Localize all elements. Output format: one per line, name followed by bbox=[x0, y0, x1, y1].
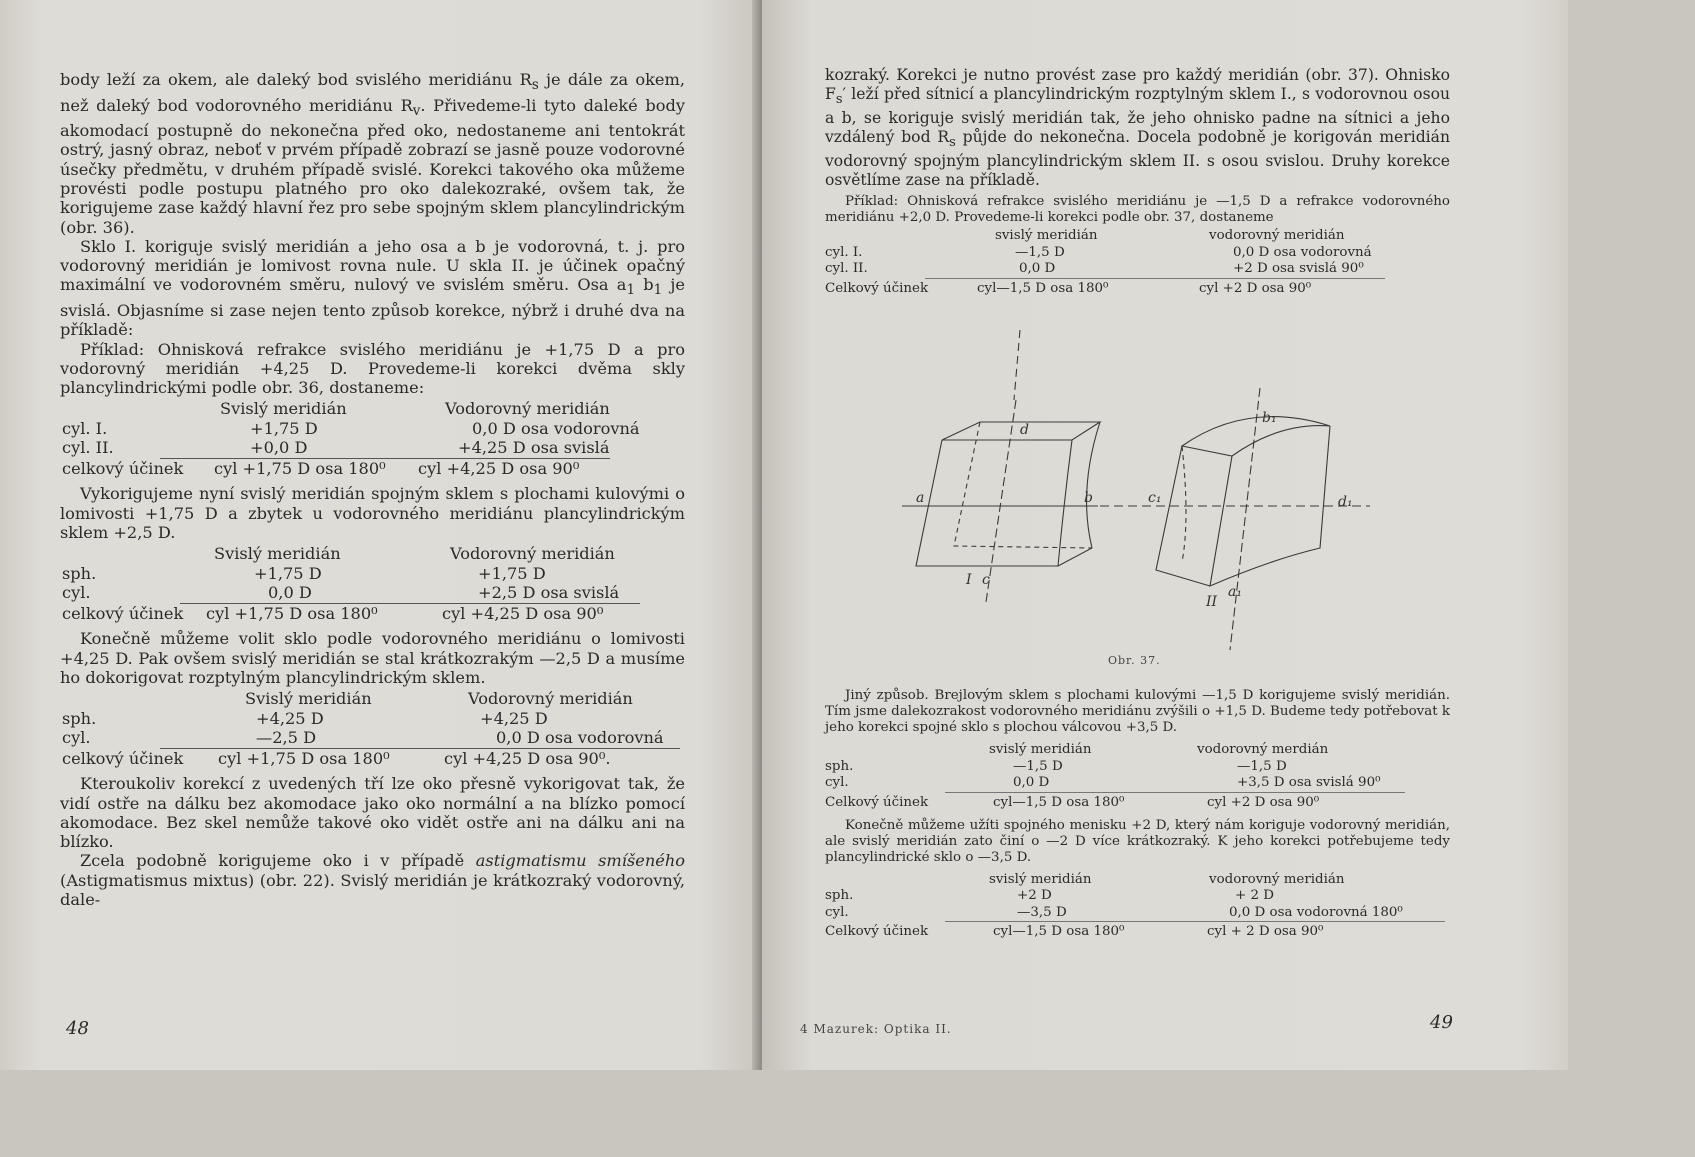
axis-cd-upper bbox=[1014, 330, 1020, 400]
label-I: I bbox=[966, 572, 972, 588]
left-paragraph-4: Vykorigujeme nyní svislý meridián spojným sklem s plochami kulovými o lomivosti +1,75 D a zbytek u vodorovného meridiánu plancylindrickým sklem +2,5 D. bbox=[60, 484, 685, 543]
right-page-text bbox=[825, 66, 1450, 304]
table-row: cyl. —2,5 D 0,0 D osa vodorovná bbox=[62, 728, 664, 748]
table-row: sph. +4,25 D +4,25 D bbox=[62, 708, 548, 728]
left-table-3 bbox=[60, 689, 685, 768]
table-total-row: celkový účinek cyl +1,75 D osa 180⁰ cyl +4,25 D osa 90⁰. bbox=[62, 748, 611, 768]
table-total-row: celkový účinek cyl +1,75 D osa 180⁰ cyl +4,25 D osa 90⁰ bbox=[62, 603, 604, 623]
label-b1: b₁ bbox=[1262, 410, 1277, 426]
axis-a1b1 bbox=[1230, 388, 1260, 650]
table-total-row: Celkový účinek cyl—1,5 D osa 180⁰ cyl +2 D osa 90⁰ bbox=[825, 280, 1312, 296]
right-table-1 bbox=[825, 228, 1450, 298]
table-row: cyl. —3,5 D 0,0 D osa vodorovná 180⁰ bbox=[825, 904, 1403, 920]
left-table-1 bbox=[60, 399, 685, 478]
lens-2-side bbox=[1156, 446, 1210, 586]
left-page-text bbox=[60, 70, 685, 909]
table-total-row: Celkový účinek cyl—1,5 D osa 180⁰ cyl +2 D osa 90⁰ bbox=[825, 794, 1320, 810]
table-row: cyl. 0,0 D +2,5 D osa svislá bbox=[62, 583, 620, 603]
table-header: svislý meridián vodorovný merdián bbox=[989, 742, 1329, 757]
label-d1: d₁ bbox=[1338, 494, 1353, 510]
left-paragraph-1: body leží za okem, ale daleký bod svislého meridiánu $R_s$ je dále za okem, než daleký bod vodorovného meridiánu $R_v$. Přivedeme-li tyto daleké body akomodací postupně do nekonečna před oko, nedostaneme ani tentokrát ostrý, jasný obraz, neboť v prvém případě zobrazí se jasně pouze vodorovné úsečky předmětu, v druhém případě svislé. Korekci takového oka můžeme provésti podle postupu platného pro oko dalekozraké, ovšem tak, že korigujeme zase každý hlavní řez pro sebe spojným sklem plancylindrickým (obr. 36). bbox=[60, 70, 685, 237]
label-II: II bbox=[1206, 594, 1218, 610]
table-header: Svislý meridián Vodorovný meridián bbox=[245, 689, 633, 709]
left-page bbox=[0, 0, 760, 1070]
label-b: b bbox=[1084, 490, 1093, 506]
table-header: svislý meridián vodorovný meridián bbox=[989, 871, 1345, 887]
label-c1: c₁ bbox=[1148, 490, 1162, 506]
table-header: svislý meridián vodorovný meridián bbox=[995, 228, 1345, 244]
table-header: Svislý meridián Vodorovný meridián bbox=[214, 544, 615, 564]
lens-2-hidden bbox=[1182, 446, 1186, 562]
table-row: sph. +2 D + 2 D bbox=[825, 888, 1274, 903]
right-page-text-lower bbox=[825, 688, 1450, 947]
table-row: sph. +1,75 D +1,75 D bbox=[62, 563, 546, 583]
left-paragraph-2: Sklo I. koriguje svislý meridián a jeho osa a b je vodorovná, t. j. pro vodorovný meridián je lomivost rovna nule. U skla II. je účinek opačný maximální ve vodorovném směru, nulový ve svislém směru. Osa $a_1$ $b_1$ je svislá. Objasníme si zase nejen tento způsob korekce, nýbrž i druhé dva na příkladě: bbox=[60, 236, 686, 340]
table-row: cyl. I. —1,5 D 0,0 D osa vodorovná bbox=[825, 244, 1372, 260]
table-row: cyl. II. +0,0 D +4,25 D osa svislá bbox=[62, 438, 610, 458]
table-total-row: celkový účinek cyl +1,75 D osa 180⁰ cyl +4,25 D osa 90⁰ bbox=[62, 458, 580, 478]
label-d: d bbox=[1020, 422, 1029, 438]
label-a1: a₁ bbox=[1228, 584, 1242, 600]
left-paragraph-5: Konečně můžeme volit sklo podle vodorovného meridiánu o lomivosti +4,25 D. Pak ovšem svislý meridián se stal krátkozrakým —2,5 D a musíme ho dokorigovat rozptylným plancylindrickým sklem. bbox=[60, 629, 685, 687]
right-paragraph-1: kozraký. Korekci je nutno provést zase pro každý meridián (obr. 37). Ohnisko $F_s'$ leží před sítnicí a plancylindrickým rozptylným sklem I., s vodorovnou osou a b, se koriguje svislý meridián tak, že jeho ohnisko padne na sítnici a jeho vzdálený bod $R_s$ půjde do nekonečna. Docela podobně je korigován meridián vodorovný spojným plancylindrickým sklem II. s osou svislou. Druhy korekce osvětlíme zase na příkladě. bbox=[825, 66, 1450, 190]
table-total-row: Celkový účinek cyl—1,5 D osa 180⁰ cyl + 2 D osa 90⁰ bbox=[825, 924, 1324, 939]
table-row: cyl. I. +1,75 D 0,0 D osa vodorovná bbox=[62, 418, 640, 438]
page-number-left: 48 bbox=[66, 1018, 89, 1039]
table-row: cyl. 0,0 D +3,5 D osa svislá 90⁰ bbox=[825, 775, 1381, 790]
right-table-2 bbox=[825, 742, 1450, 812]
right-paragraph-2: Příklad: Ohnisková refrakce svislého meridiánu je —1,5 D a refrakce vodorovného meridiánu +2,0 D. Provedeme-li korekci podle obr. 37, dostaneme bbox=[825, 194, 1450, 226]
page-footer: 4 Mazurek: Optika II. bbox=[800, 1022, 952, 1036]
right-paragraph-4: Konečně můžeme užíti spojného menisku +2 D, který nám koriguje vodorovný meridián, ale svislý meridián zato činí o —2 D více krátkozraký. K jeho korekci potřebujeme tedy plancylindrické sklo o —3,5 D. bbox=[825, 817, 1450, 865]
left-paragraph-7: Zcela podobně korigujeme oko i v případě astigmatismu smíšeného (Astigmatismus mixtus) (obr. 22). Svislý meridián je krátkozraký vodorovný, dale- bbox=[60, 851, 685, 910]
lens-1-side bbox=[1058, 422, 1100, 566]
left-paragraph-3: Příklad: Ohnisková refrakce svislého meridiánu je +1,75 D a pro vodorovný meridián +4,25 D. Provedeme-li korekci dvěma skly plancylindrickými podle obr. 36, dostaneme: bbox=[60, 339, 685, 398]
figure-37-lens-diagram bbox=[830, 330, 1390, 670]
axis-cd bbox=[986, 400, 1016, 602]
label-a: a bbox=[916, 490, 925, 506]
table-row: sph. —1,5 D —1,5 D bbox=[825, 758, 1287, 774]
page-number-right: 49 bbox=[1430, 1012, 1453, 1033]
label-c: c bbox=[982, 572, 990, 588]
table-header: Svislý meridián Vodorovný meridián bbox=[220, 399, 610, 419]
table-row: cyl. II. 0,0 D +2 D osa svislá 90⁰ bbox=[825, 261, 1364, 277]
right-paragraph-3: Jiný způsob. Brejlovým sklem s plochami kulovými —1,5 D korigujeme svislý meridián. Tím jsme dalekozrakost vodorovného meridiánu zvýšili o +1,5 D. Budeme tedy potřebovat k jeho korekci spojné sklo s plochou válcovou +3,5 D. bbox=[825, 688, 1450, 735]
lens-1-hidden bbox=[954, 422, 1092, 548]
figure-caption: Obr. 37. bbox=[1108, 654, 1161, 667]
left-paragraph-6: Kteroukoliv korekcí z uvedených tří lze oko přesně vykorigovat tak, že vidí ostře na dálku bez akomodace jako oko normální a na blízko pomocí akomodace. Bez skel nemůže takové oko vidět ostře ani na dálku ani na blízko. bbox=[60, 774, 685, 852]
left-table-2 bbox=[60, 544, 685, 623]
right-table-3 bbox=[825, 872, 1450, 942]
